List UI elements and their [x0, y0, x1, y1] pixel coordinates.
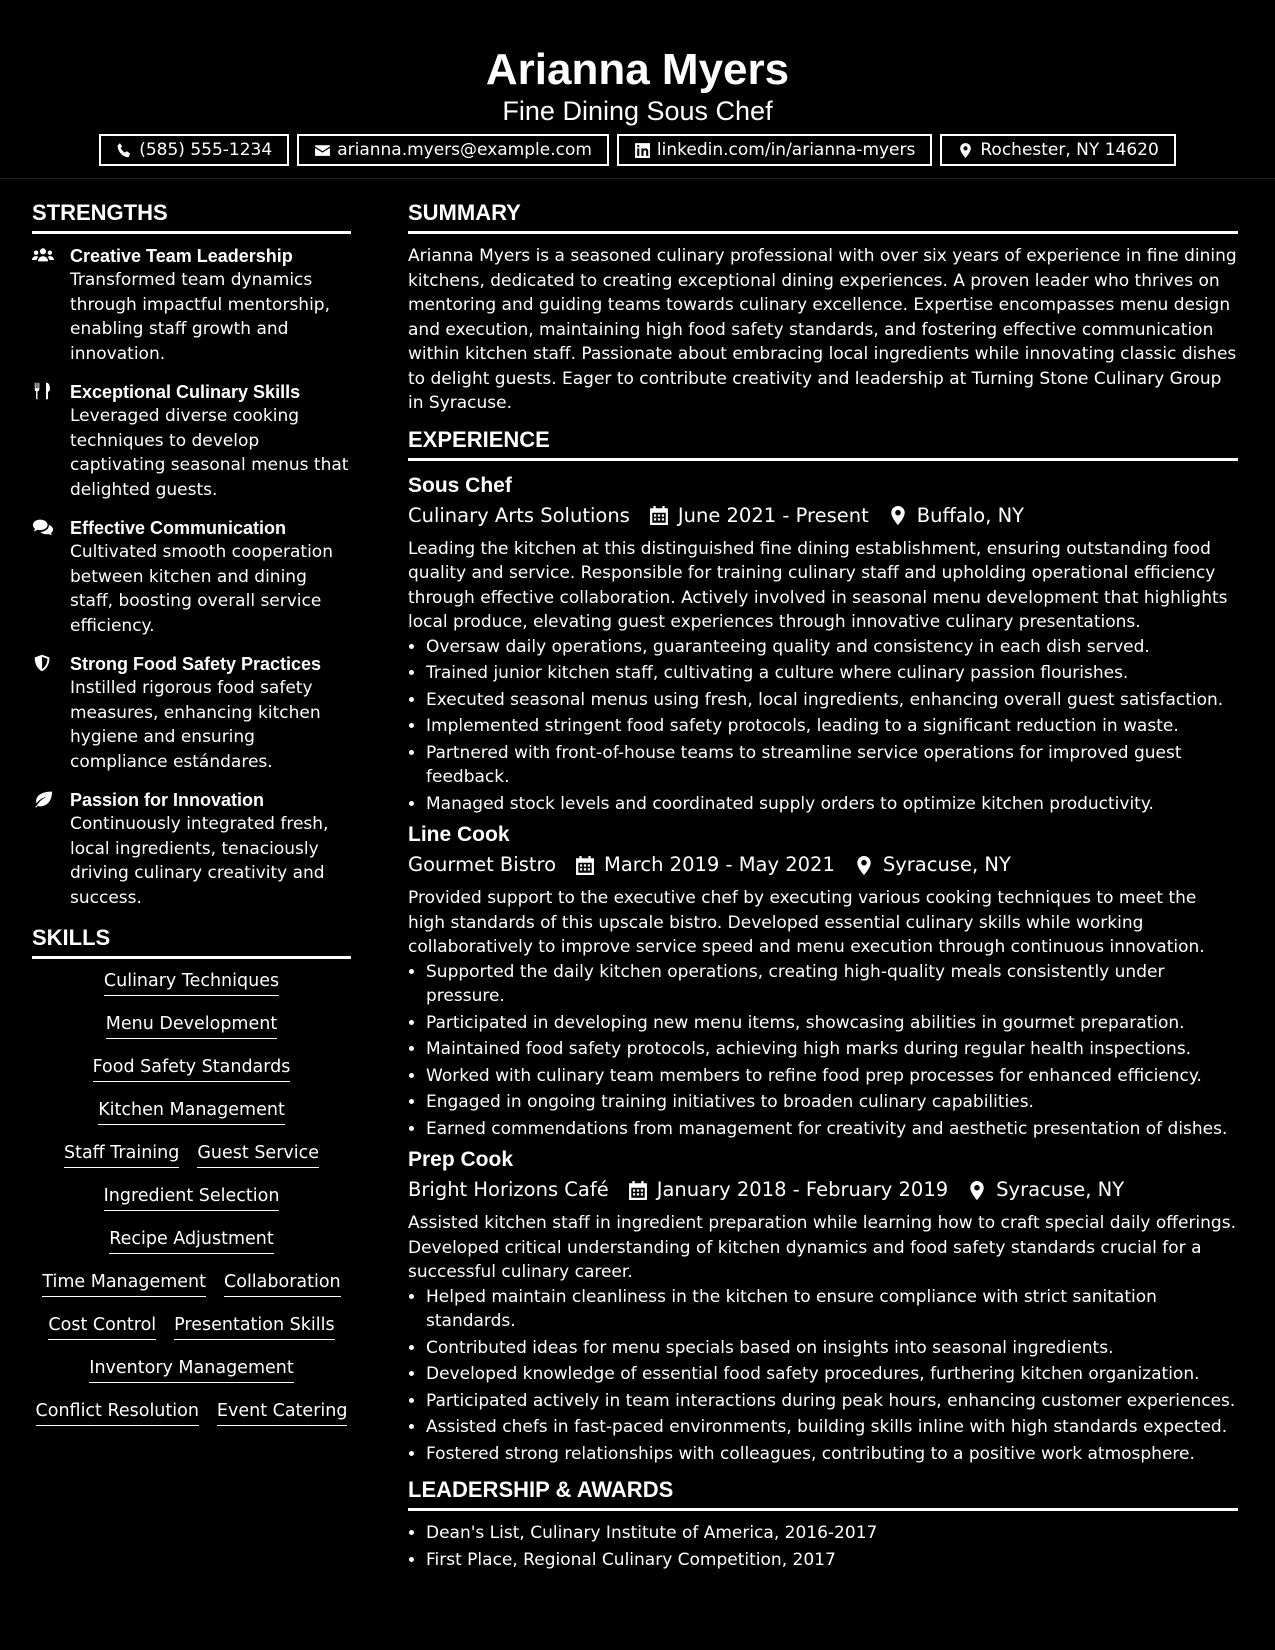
job-bullets [408, 1285, 1238, 1467]
strength-desc: Leveraged diverse cooking techniques to develop captivating seasonal menus that delighted guests. [70, 406, 349, 500]
company-name: Culinary Arts Solutions [408, 503, 630, 527]
skill-tag: Inventory Management [89, 1356, 293, 1383]
calendar-icon [576, 856, 594, 875]
list-item: • Developed knowledge of essential food safety procedures, furthering kitchen organization. [426, 1362, 1238, 1387]
strength-title: Exceptional Culinary Skills [70, 382, 301, 402]
strength-title: Creative Team Leadership [70, 246, 293, 266]
strength-item [32, 788, 351, 910]
job-dates: January 2018 - February 2019 [656, 1178, 949, 1201]
left-column [32, 179, 351, 1576]
skill-tag: Presentation Skills [174, 1313, 334, 1340]
list-item: • First Place, Regional Culinary Competition, 2017 [426, 1548, 1238, 1573]
experience-heading: EXPERIENCE [408, 426, 1238, 461]
strength-title: Strong Food Safety Practices [70, 654, 322, 674]
map-pin-icon [968, 1181, 986, 1200]
job-location: Buffalo, NY [916, 503, 1025, 527]
skills-list [32, 969, 351, 1426]
phone-text: (585) 555-1234 [139, 140, 273, 160]
list-item: • Participated actively in team interactions during peak hours, enhancing customer experiences. [426, 1389, 1238, 1414]
strength-desc: Cultivated smooth cooperation between kitchen and dining staff, boosting overall service efficiency. [70, 542, 333, 636]
strengths-heading: STRENGTHS [32, 199, 351, 234]
job-entry [408, 1145, 1238, 1466]
skill-tag: Guest Service [197, 1141, 319, 1168]
list-item: • Oversaw daily operations, guaranteeing quality and consistency in each dish served. [426, 635, 1238, 660]
job-dates: June 2021 - Present [677, 503, 869, 527]
job-description: Leading the kitchen at this distinguished fine dining establishment, ensuring outstanding food quality and service. Responsible for training culinary staff and upholding operational efficiency through effective collaboration. Actively involved in seasonal menu development that highlights local produce, elevating guest experiences through innovative culinary presentations. [408, 538, 1228, 632]
job-location: Syracuse, NY [882, 853, 1011, 876]
envelope-icon [314, 142, 331, 159]
comments-icon [32, 518, 54, 536]
list-item: • Trained junior kitchen staff, cultivating a culture where culinary passion flourishes. [426, 661, 1238, 686]
phone-icon [116, 142, 133, 159]
linkedin-icon [634, 142, 651, 159]
skill-tag: Recipe Adjustment [109, 1227, 274, 1254]
map-pin-icon [889, 506, 907, 525]
strength-item [32, 516, 351, 638]
calendar-icon [650, 506, 668, 525]
job-description: Provided support to the executive chef by executing various cooking techniques to meet the high standards of this upscale bistro. Developed essential culinary skills while working collaboratively to improve service speed and menu execution through continuous innovation. [408, 888, 1205, 957]
job-title: Prep Cook [408, 1148, 514, 1171]
list-item: • Implemented stringent food safety protocols, leading to a significant reduction in waste. [426, 714, 1238, 739]
list-item: • Helped maintain cleanliness in the kitchen to ensure compliance with strict sanitation standards. [426, 1285, 1238, 1334]
contact-phone[interactable] [99, 134, 289, 166]
list-item: • Contributed ideas for menu specials based on insights into seasonal ingredients. [426, 1336, 1238, 1361]
strength-desc: Continuously integrated fresh, local ingredients, tenaciously driving culinary creativity and success. [70, 814, 329, 908]
list-item: • Executed seasonal menus using fresh, local ingredients, enhancing overall guest satisfaction. [426, 688, 1238, 713]
job-bullets [408, 960, 1238, 1142]
strength-title: Passion for Innovation [70, 790, 265, 810]
list-item: • Participated in developing new menu items, showcasing abilities in gourmet preparation. [426, 1011, 1238, 1036]
job-bullets [408, 635, 1238, 817]
skill-tag: Conflict Resolution [36, 1399, 199, 1426]
list-item: • Dean's List, Culinary Institute of America, 2016-2017 [426, 1521, 1238, 1546]
resume-header [0, 0, 1275, 179]
job-location: Syracuse, NY [996, 1178, 1125, 1201]
skill-tag: Event Catering [217, 1399, 348, 1426]
list-item: • Engaged in ongoing training initiatives to broaden culinary capabilities. [426, 1090, 1238, 1115]
map-pin-icon [855, 856, 873, 875]
skill-tag: Kitchen Management [98, 1098, 285, 1125]
list-item: • Worked with culinary team members to refine food prep processes for enhanced efficiency. [426, 1064, 1238, 1089]
candidate-title: Fine Dining Sous Chef [502, 96, 773, 126]
contact-linkedin[interactable] [617, 134, 932, 166]
strength-desc: Transformed team dynamics through impactful mentorship, enabling staff growth and innovation. [70, 270, 330, 364]
list-item: • Assisted chefs in fast-paced environments, building skills inline with high standards expected. [426, 1415, 1238, 1440]
job-title: Line Cook [408, 823, 510, 846]
list-item: • Supported the daily kitchen operations, creating high-quality meals consistently under pressure. [426, 960, 1238, 1009]
email-text: arianna.myers@example.com [337, 140, 592, 160]
skill-tag: Time Management [42, 1270, 206, 1297]
skills-heading: SKILLS [32, 924, 351, 959]
skill-tag: Cost Control [48, 1313, 156, 1340]
strength-item [32, 380, 351, 502]
strength-desc: Instilled rigorous food safety measures, enhancing kitchen hygiene and ensuring compliance estándares. [70, 678, 321, 772]
contact-location[interactable] [940, 134, 1175, 166]
skill-tag: Collaboration [224, 1270, 341, 1297]
skill-tag: Menu Development [106, 1012, 277, 1039]
job-entry [408, 820, 1238, 1141]
company-name: Gourmet Bistro [408, 853, 557, 876]
skill-tag: Ingredient Selection [104, 1184, 280, 1211]
awards-list [408, 1521, 1238, 1572]
job-title: Sous Chef [408, 473, 512, 497]
job-entry [408, 471, 1238, 817]
contact-bar [0, 134, 1275, 166]
list-item: • Maintained food safety protocols, achieving high marks during regular health inspections. [426, 1037, 1238, 1062]
calendar-icon [629, 1181, 647, 1200]
summary-text: Arianna Myers is a seasoned culinary professional with over six years of experience in fine dining kitchens, dedicated to creating exceptional dining experiences. A proven leader who thrives on mentoring and guiding teams towards culinary excellence. Expertise encompasses menu design and execution, maintaining high food safety standards, and fostering effective communication within kitchen staff. Passionate about embracing local ingredients while innovating classic dishes to delight guests. Eager to contribute creativity and leadership at Turning Stone Culinary Group in Syracuse. [408, 246, 1237, 413]
utensils-icon [32, 382, 54, 400]
skill-tag: Food Safety Standards [93, 1055, 291, 1082]
job-dates: March 2019 - May 2021 [604, 853, 835, 876]
location-text: Rochester, NY 14620 [980, 140, 1159, 160]
summary-heading: SUMMARY [408, 199, 1238, 234]
map-pin-icon [957, 142, 974, 159]
linkedin-text: linkedin.com/in/arianna-myers [656, 140, 916, 160]
company-name: Bright Horizons Café [408, 1178, 609, 1201]
leaf-icon [32, 790, 54, 808]
list-item: • Partnered with front-of-house teams to streamline service operations for improved guest feedback. [426, 741, 1238, 790]
list-item: • Managed stock levels and coordinated supply orders to optimize kitchen productivity. [426, 792, 1238, 817]
right-column [408, 179, 1238, 1576]
job-description: Assisted kitchen staff in ingredient preparation while learning how to craft special daily offerings. Developed critical understanding of kitchen dynamics and food safety standards crucial for a successful culinary career. [408, 1213, 1236, 1282]
candidate-name: Arianna Myers [485, 45, 790, 94]
list-item: • Fostered strong relationships with colleagues, contributing to a positive work atmosphere. [426, 1442, 1238, 1467]
skill-tag: Staff Training [64, 1141, 179, 1168]
shield-icon [32, 654, 54, 672]
strength-item [32, 652, 351, 774]
list-item: • Earned commendations from management for creativity and aesthetic presentation of dishes. [426, 1117, 1238, 1142]
strength-item [32, 244, 351, 366]
awards-heading: LEADERSHIP & AWARDS [408, 1476, 1238, 1511]
strength-title: Effective Communication [70, 518, 287, 538]
contact-email[interactable] [297, 134, 609, 166]
users-icon [32, 246, 54, 264]
skill-tag: Culinary Techniques [104, 969, 279, 996]
